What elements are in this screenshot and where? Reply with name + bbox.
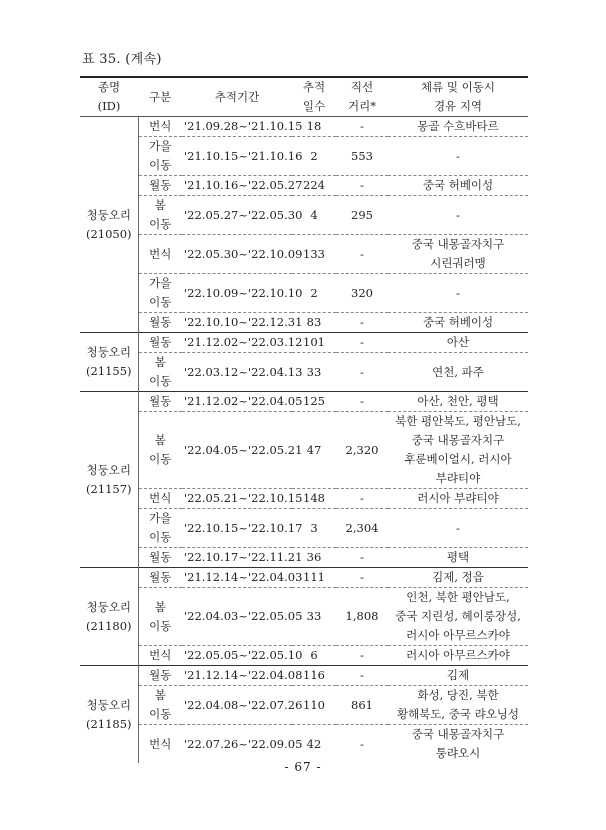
period-cell: '22.05.27~'22.05.30 xyxy=(182,196,292,235)
distance-cell: 1,808 xyxy=(336,588,388,646)
category-cell: 월동 xyxy=(138,313,182,333)
location-cell: 평택 xyxy=(388,548,528,568)
period-cell: '21.12.02~'22.04.05 xyxy=(182,392,292,412)
table-row xyxy=(80,196,528,235)
days-cell: 110 xyxy=(292,686,336,725)
table-row xyxy=(80,588,528,646)
distance-cell: 553 xyxy=(336,137,388,176)
category-cell: 번식 xyxy=(138,235,182,274)
header-row xyxy=(80,77,528,117)
distance-cell: - xyxy=(336,333,388,353)
category-cell: 월동 xyxy=(138,548,182,568)
location-cell: 중국 허베이성 xyxy=(388,176,528,196)
header-period: 추적기간 xyxy=(182,77,292,117)
category-cell: 번식 xyxy=(138,489,182,509)
category-cell: 월동 xyxy=(138,392,182,412)
period-cell: '22.05.05~'22.05.10 xyxy=(182,646,292,666)
header-location: 체류 및 이동시 경유 지역 xyxy=(388,77,528,117)
distance-cell: 2,320 xyxy=(336,412,388,489)
period-cell: '22.05.21~'22.10.15 xyxy=(182,489,292,509)
days-cell: 18 xyxy=(292,117,336,137)
days-cell: 224 xyxy=(292,176,336,196)
category-cell: 번식 xyxy=(138,646,182,666)
location-cell: 몽골 수흐바타르 xyxy=(388,117,528,137)
category-cell: 월동 xyxy=(138,666,182,686)
category-cell: 봄 이동 xyxy=(138,686,182,725)
distance-cell: - xyxy=(336,568,388,588)
period-cell: '21.10.15~'21.10.16 xyxy=(182,137,292,176)
location-cell: 러시아 부랴티야 xyxy=(388,489,528,509)
table-row xyxy=(80,176,528,196)
period-cell: '22.04.05~'22.05.21 xyxy=(182,412,292,489)
period-cell: '22.10.17~'22.11.21 xyxy=(182,548,292,568)
days-cell: 101 xyxy=(292,333,336,353)
days-cell: 36 xyxy=(292,548,336,568)
location-cell: 북한 평안북도, 평안남도, 중국 내몽골자치구 후룬베이얼시, 러시아 부랴티야 xyxy=(388,412,528,489)
days-cell: 125 xyxy=(292,392,336,412)
period-cell: '22.10.10~'22.12.31 xyxy=(182,313,292,333)
category-cell: 가을 이동 xyxy=(138,137,182,176)
table-row xyxy=(80,548,528,568)
table-row xyxy=(80,117,528,137)
days-cell: 2 xyxy=(292,137,336,176)
table-caption: 표 35. (계속) xyxy=(82,52,162,67)
period-cell: '21.09.28~'21.10.15 xyxy=(182,117,292,137)
category-cell: 봄 이동 xyxy=(138,196,182,235)
header-species: 종명 (ID) xyxy=(80,77,138,117)
table-row xyxy=(80,392,528,412)
distance-cell: - xyxy=(336,646,388,666)
distance-cell: - xyxy=(336,353,388,392)
table-row xyxy=(80,568,528,588)
table-row xyxy=(80,333,528,353)
days-cell: 3 xyxy=(292,509,336,548)
period-cell: '22.07.26~'22.09.05 xyxy=(182,725,292,764)
location-cell: - xyxy=(388,196,528,235)
distance-cell: - xyxy=(336,392,388,412)
location-cell: - xyxy=(388,137,528,176)
location-cell: 화성, 당진, 북한 황해북도, 중국 랴오닝성 xyxy=(388,686,528,725)
table-body xyxy=(80,117,528,764)
location-cell: - xyxy=(388,509,528,548)
location-cell: 김제 xyxy=(388,666,528,686)
period-cell: '22.10.09~'22.10.10 xyxy=(182,274,292,313)
period-cell: '22.05.30~'22.10.09 xyxy=(182,235,292,274)
days-cell: 6 xyxy=(292,646,336,666)
category-cell: 번식 xyxy=(138,725,182,764)
distance-cell: 861 xyxy=(336,686,388,725)
species-cell: 청둥오리 (21155) xyxy=(80,333,138,392)
category-cell: 봄 이동 xyxy=(138,588,182,646)
location-cell: 중국 허베이성 xyxy=(388,313,528,333)
location-cell: 중국 내몽골자치구 퉁랴오시 xyxy=(388,725,528,764)
period-cell: '21.12.14~'22.04.08 xyxy=(182,666,292,686)
page-number: - 67 - xyxy=(284,760,322,774)
location-cell: 중국 내몽골자치구 시린궈러맹 xyxy=(388,235,528,274)
distance-cell: - xyxy=(336,313,388,333)
category-cell: 봄 이동 xyxy=(138,412,182,489)
location-cell: 인천, 북한 평안남도, 중국 지린성, 헤이룽장성, 러시아 아무르스카야 xyxy=(388,588,528,646)
header-days: 추적 일수 xyxy=(292,77,336,117)
table-row xyxy=(80,646,528,666)
distance-cell: - xyxy=(336,725,388,764)
table-row xyxy=(80,137,528,176)
header-category: 구분 xyxy=(138,77,182,117)
distance-cell: - xyxy=(336,235,388,274)
distance-cell: - xyxy=(336,176,388,196)
days-cell: 33 xyxy=(292,353,336,392)
category-cell: 월동 xyxy=(138,176,182,196)
location-cell: 아산, 천안, 평택 xyxy=(388,392,528,412)
species-cell: 청둥오리 (21157) xyxy=(80,392,138,568)
category-cell: 가을 이동 xyxy=(138,274,182,313)
table-row xyxy=(80,235,528,274)
category-cell: 월동 xyxy=(138,333,182,353)
distance-cell: 295 xyxy=(336,196,388,235)
distance-cell: - xyxy=(336,489,388,509)
period-cell: '22.04.08~'22.07.26 xyxy=(182,686,292,725)
period-cell: '22.10.15~'22.10.17 xyxy=(182,509,292,548)
tracking-table xyxy=(80,76,528,763)
category-cell: 번식 xyxy=(138,117,182,137)
location-cell: 김제, 정읍 xyxy=(388,568,528,588)
table-row xyxy=(80,509,528,548)
location-cell: - xyxy=(388,274,528,313)
distance-cell: - xyxy=(336,117,388,137)
days-cell: 4 xyxy=(292,196,336,235)
period-cell: '22.03.12~'22.04.13 xyxy=(182,353,292,392)
location-cell: 러시아 아무르스카야 xyxy=(388,646,528,666)
distance-cell: 320 xyxy=(336,274,388,313)
location-cell: 아산 xyxy=(388,333,528,353)
days-cell: 133 xyxy=(292,235,336,274)
days-cell: 47 xyxy=(292,412,336,489)
category-cell: 봄 이동 xyxy=(138,353,182,392)
species-cell: 청둥오리 (21185) xyxy=(80,666,138,764)
days-cell: 111 xyxy=(292,568,336,588)
species-cell: 청둥오리 (21050) xyxy=(80,117,138,333)
table-row xyxy=(80,412,528,489)
category-cell: 가을 이동 xyxy=(138,509,182,548)
days-cell: 83 xyxy=(292,313,336,333)
table-row xyxy=(80,274,528,313)
species-cell: 청둥오리 (21180) xyxy=(80,568,138,666)
days-cell: 148 xyxy=(292,489,336,509)
period-cell: '21.12.14~'22.04.03 xyxy=(182,568,292,588)
table-row xyxy=(80,666,528,686)
table-row xyxy=(80,313,528,333)
table-row xyxy=(80,353,528,392)
distance-cell: - xyxy=(336,548,388,568)
distance-cell: - xyxy=(336,666,388,686)
period-cell: '22.04.03~'22.05.05 xyxy=(182,588,292,646)
days-cell: 33 xyxy=(292,588,336,646)
category-cell: 월동 xyxy=(138,568,182,588)
location-cell: 연천, 파주 xyxy=(388,353,528,392)
header-distance: 직선 거리* xyxy=(336,77,388,117)
period-cell: '21.10.16~'22.05.27 xyxy=(182,176,292,196)
days-cell: 116 xyxy=(292,666,336,686)
period-cell: '21.12.02~'22.03.12 xyxy=(182,333,292,353)
table-row xyxy=(80,686,528,725)
table-row xyxy=(80,489,528,509)
days-cell: 2 xyxy=(292,274,336,313)
distance-cell: 2,304 xyxy=(336,509,388,548)
table-row xyxy=(80,725,528,764)
days-cell: 42 xyxy=(292,725,336,764)
